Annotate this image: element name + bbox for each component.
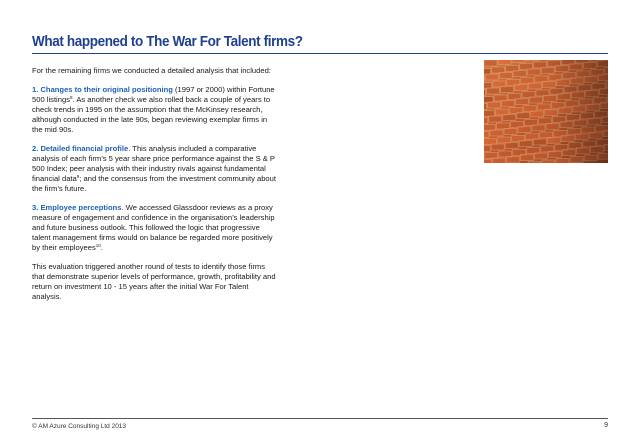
body-text [32, 66, 278, 311]
section-text: . We accessed Glassdoor reviews as a proxy measure of engagement and confidence in the organisation’s leadership and future business outlook. This followed the logic that progressive talent management firms would on balance be regarded more positively by their employees [32, 203, 275, 252]
section-text: ; and the consensus from the investment community about the firm’s future. [32, 174, 276, 193]
section-text: . This analysis included a comparative analysis of each firm’s 5 year share price performance against the S & P 500 Index; peer analysis with their industry rivals against fundamental financial data [32, 144, 275, 183]
section-text: (1997 or 2000) within Fortune 500 listings [32, 85, 275, 104]
section-text: . [100, 243, 103, 252]
footnote-ref: 9 [76, 174, 80, 179]
brick-wall-photo [484, 60, 608, 163]
brick-wall-image [484, 60, 608, 163]
section-employee [32, 203, 278, 253]
page-number: 9 [604, 422, 608, 429]
footer-divider [32, 418, 608, 419]
copyright-text: © AM Azure Consulting Ltd 2013 [32, 423, 127, 430]
title-divider [32, 53, 608, 54]
section-text: . As another check we also rolled back a couple of years to check trends in 1995 on the assumption that the McKinsey research, although conducted in the late 90s, began reviewing exemplar firms in the mid 90s. [32, 95, 271, 134]
page-title: What happened to The War For Talent firms? [32, 34, 303, 50]
section-heading-financial: 2. Detailed financial profile [32, 144, 129, 153]
closing-paragraph: This evaluation triggered another round of tests to identify those firms that demonstrate superior levels of performance, growth, profitability and return on investment 10 - 15 years after the initial War For Talent analysis. [32, 262, 276, 301]
section-heading-employee: 3. Employee perceptions [32, 203, 122, 212]
footnote-ref: 8 [70, 95, 73, 100]
section-financial [32, 144, 278, 194]
footnote-ref: 10 [95, 243, 101, 248]
intro-paragraph: For the remaining firms we conducted a detailed analysis that included: [32, 66, 271, 75]
section-positioning [32, 85, 278, 135]
section-heading-positioning: 1. Changes to their original positioning [32, 85, 173, 94]
